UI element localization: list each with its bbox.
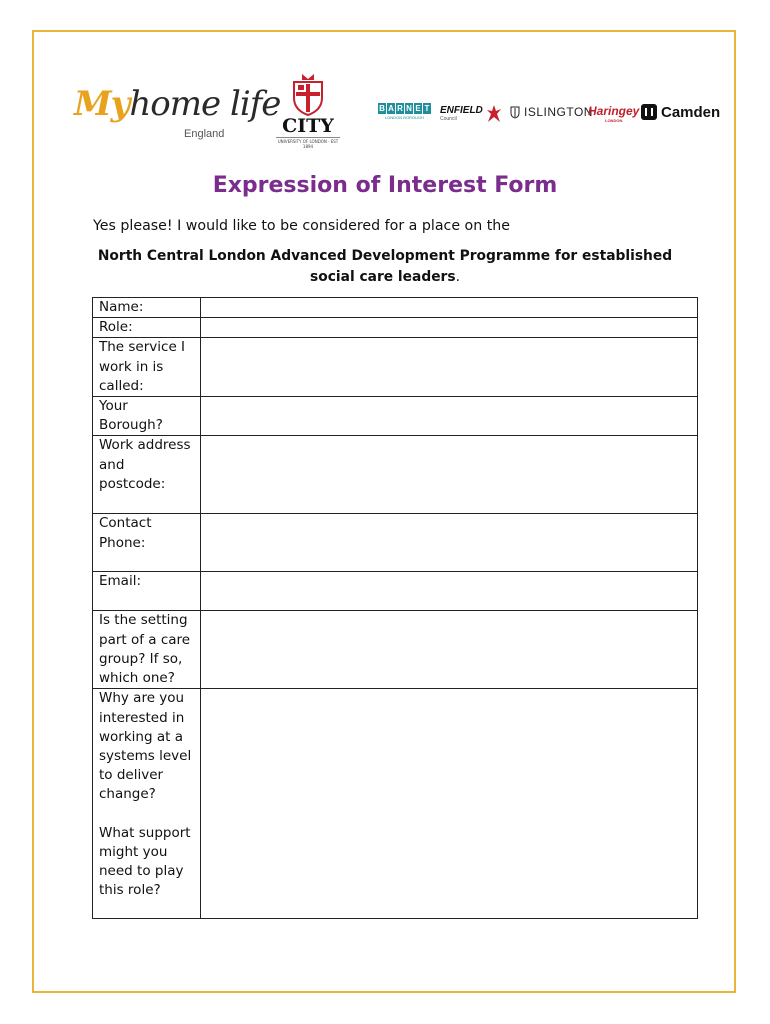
- barnet-letter: E: [415, 104, 421, 113]
- form-field-input[interactable]: [201, 572, 698, 611]
- haringey-logo: [588, 104, 639, 123]
- barnet-letter: T: [424, 104, 430, 113]
- barnet-letter: A: [388, 104, 394, 113]
- islington-crest-icon: [510, 106, 520, 119]
- form-row: [93, 572, 698, 611]
- barnet-letter: R: [397, 104, 403, 113]
- form-field-input[interactable]: [201, 397, 698, 436]
- my-home-life-england: England: [184, 128, 225, 140]
- city-subtitle: UNIVERSITY OF LONDON · EST 1894: [277, 139, 339, 149]
- city-wordmark: CITY: [282, 115, 334, 137]
- barnet-letter: N: [406, 104, 412, 113]
- camden-mark-icon: [640, 103, 658, 121]
- my-home-life-logo: [74, 84, 281, 140]
- programme-line-1: North Central London Advanced Development Programme for established: [97, 248, 673, 264]
- form-field-input[interactable]: [201, 318, 698, 338]
- form-row: [93, 397, 698, 436]
- form-field-label: Role:: [93, 318, 201, 338]
- programme-line-2: social care leaders: [310, 269, 456, 285]
- enfield-logo: [440, 104, 503, 124]
- why-interested-label: Why are you interested in working at a systems level to deliver change?: [99, 690, 192, 803]
- city-university-logo: [276, 72, 340, 149]
- barnet-subtitle: LONDON BOROUGH: [385, 115, 424, 120]
- form-field-label: Your Borough?: [93, 397, 201, 436]
- form-field-label: Work address and postcode:: [93, 436, 201, 514]
- programme-punctuation: .: [455, 269, 460, 285]
- support-needed-label: What support might you need to play this role?: [99, 824, 191, 899]
- haringey-subtitle: LONDON: [605, 118, 623, 123]
- logo-strip: [0, 0, 770, 160]
- form-row: [93, 514, 698, 572]
- my-home-life-my: My: [74, 84, 130, 124]
- form-row: [93, 338, 698, 397]
- form-field-input[interactable]: [201, 298, 698, 318]
- enfield-wordmark: ENFIELD: [440, 105, 483, 116]
- form-field-input[interactable]: [201, 514, 698, 572]
- enfield-subtitle: Council: [440, 116, 457, 122]
- form-field-label: Contact Phone:: [93, 514, 201, 572]
- form-title: Expression of Interest Form: [212, 173, 558, 198]
- form-field-input[interactable]: [201, 338, 698, 397]
- enfield-dragon-icon: [485, 104, 503, 124]
- form-field-label: Email:: [93, 572, 201, 611]
- form-field-label: [93, 689, 201, 919]
- form-field-input[interactable]: [201, 689, 698, 919]
- form-row: [93, 611, 698, 689]
- barnet-logo: [378, 103, 431, 120]
- interest-form-table: [92, 297, 698, 919]
- my-home-life-rest: home life: [129, 84, 281, 124]
- form-row: [93, 318, 698, 338]
- form-field-label: The service I work in is called:: [93, 338, 201, 397]
- form-row: [93, 298, 698, 318]
- form-row: [93, 436, 698, 514]
- barnet-letter: B: [379, 104, 385, 113]
- camden-wordmark: Camden: [661, 103, 721, 121]
- city-crest-icon: [286, 72, 330, 116]
- form-field-label: Name:: [93, 298, 201, 318]
- form-field-input[interactable]: [201, 611, 698, 689]
- islington-wordmark: ISLINGTON: [524, 105, 593, 119]
- haringey-wordmark: Haringey: [588, 104, 640, 118]
- islington-logo: [510, 105, 593, 119]
- form-row: [93, 689, 698, 919]
- intro-text: Yes please! I would like to be considered for a place on the: [93, 218, 511, 234]
- form-field-input[interactable]: [201, 436, 698, 514]
- camden-logo: [640, 103, 720, 121]
- programme-name: [92, 246, 678, 288]
- form-field-label: Is the setting part of a care group? If so, which one?: [93, 611, 201, 689]
